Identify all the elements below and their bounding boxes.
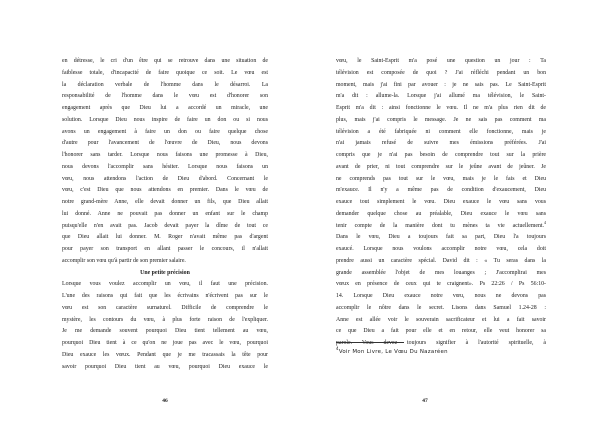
text-line: Dans le vœu, Dieu a toujours fait sa part, Dieu l'a toujours [336, 234, 546, 241]
text-line: engagement après que Dieu lui a accordé un miracle, une [62, 105, 268, 111]
text-line: m'exauce. Il n'y a même pas de condition d'exaucement, Dieu [336, 187, 546, 194]
text-line: nous devons l'accomplir sans hésiter. Lorsque nous faisons un [62, 163, 268, 170]
text-line: accomplir le nôtre dans le secret. Lisons dans Samuel 1.24-28 : [336, 304, 546, 311]
text-line: vœux en présence de ceux qui te craignent». Ps 22:26 / Ps 56:10- [336, 281, 546, 288]
text-line: exaucé. Lorsque nous voulons accomplir notre vœu, cela doit [336, 246, 546, 252]
text-line: n'ai jamais refusé de suivre mes émissions préférées. J'ai [336, 140, 546, 147]
text-line: compris que je n'ai pas besoin de comprendre tout sur la prière [336, 152, 546, 158]
text-line-with-footnote [336, 221, 546, 233]
text-line: faiblesse totale, d'incapacité de faire quoique ce soit. Le vœu est [62, 69, 268, 76]
text-line: tenir compte de la manière dont tu mènes ta vie actuellement. [336, 222, 544, 229]
left-page-body [62, 56, 268, 373]
page-number: 46 [162, 398, 168, 404]
right-page-body [336, 56, 546, 350]
text-line: L'une des raisons qui fait que les écrivains n'écrivent pas sur le [62, 293, 268, 299]
text-line: 14. Lorsque Dieu exauce notre vœu, nous ne devons pas [336, 293, 546, 299]
text-line: télévision a été fabriquée ni comment elle fonctionne, mais je [336, 128, 546, 135]
text-line: Dieu exauce les vœux. Pendant que je me tracassais la tête pour [62, 351, 268, 358]
text-line: l'honorer sans tarder. Lorsque nous faisons une promesse à Dieu, [62, 152, 268, 158]
text-line: Lorsque vous voulez accomplir un vœu, il faut une précision. [62, 281, 268, 288]
text-line: ce que Dieu a fait pour elle et en retour, elle veut honorer sa [336, 328, 546, 335]
text-line: grande assemblée l'objet de mes louanges ; J'accomplirai mes [336, 269, 546, 276]
right-page [300, 0, 600, 424]
text-line: m'a dit : allume-la. Lorsque j'ai allumé ma télévision, le Saint- [336, 93, 546, 100]
text-line: exauce tout simplement le vœu. Dieu exauce le vœu sans vous [336, 199, 546, 205]
text-line: Esprit m'a dit : ainsi fonctionne le vœu. Il ne m'a plus rien dit de [336, 105, 546, 111]
text-line: que Dieu allait lui donner. M. Roger n'avait même pas d'argent [62, 234, 268, 241]
text-line: parole. Vous devez toujours signifier à l'autorité spirituelle, à [336, 340, 546, 346]
footnote-number: 4 [336, 346, 339, 352]
text-line: notre grand-mère Anne, elle devait donner un fils, que Dieu allait [62, 199, 268, 205]
text-line: avant de prier, ni tout comprendre sur le jeûne avant de jeûner. Je [336, 163, 546, 170]
text-line: la déclaration verbale de l'homme dans le désarroi. La [62, 81, 268, 88]
text-line: d'autre pour l'avancement de l'œuvre de Dieu, nous devons [62, 140, 268, 147]
text-line: pourquoi Dieu tient à ce qu'on ne joue pas avec le vœu, pourquoi [62, 340, 268, 346]
text-line: pour payer son transport en allant passer le concours, il n'allait [62, 246, 268, 252]
text-line: moment, mais j'ai fini par avouer : je ne sais pas. Le Saint-Esprit [336, 81, 546, 88]
text-line: Anne est allée voir le souverain sacrificateur et lui a fait savoir [336, 316, 546, 323]
text-line: vœu est son caractère surnaturel. Difficile de comprendre le [62, 304, 268, 311]
text-line: accomplir son vœu qu'à partir de son premier salaire. [62, 257, 186, 264]
text-line: puisqu'elle n'en avait pas. Jacob devait payer la dîme de tout ce [62, 222, 268, 229]
text-line: en détresse, le cri d'un être qui se retrouve dans une situation de [62, 58, 268, 64]
footnote-marker: 4 [544, 220, 546, 225]
text-line: lui donné. Anne ne pouvait pas donner un enfant sur le champ [62, 210, 268, 217]
footnote-divider [336, 342, 404, 343]
text-line: vœu, c'est Dieu que nous attendons en premier. Dans le vœu de [62, 187, 268, 194]
text-line: mystère, les contours du vœu, à plus forte raison de l'expliquer. [62, 316, 268, 323]
text-line: télévision est composée de quoi ? J'ai réfléchi pendant un bon [336, 69, 546, 76]
text-line: vœu, le Saint-Esprit m'a posé une question un jour : Ta [336, 58, 546, 64]
text-line: vœu, nous attendons l'action de Dieu d'abord. Concernant le [62, 175, 268, 182]
text-line: prendre aussi un caractère spécial. David dit : « Tu seras dans la [336, 257, 546, 264]
section-heading: Une petite précision [140, 269, 190, 276]
text-line: plus, mais j'ai compris le message. Je ne sais pas comment ma [336, 116, 546, 123]
text-line: solution. Lorsque Dieu nous inspire de faire un don ou si nous [62, 116, 268, 123]
text-line: avons un engagement à faire un don ou faire quelque chose [62, 128, 268, 135]
footnote [336, 348, 546, 356]
text-line: Je me demande souvent pourquoi Dieu tient tellement au vœu, [62, 328, 268, 335]
text-line: demander quelque chose au préalable, Dieu exauce le vœu sans [336, 210, 546, 217]
text-line: ne comprends pas tout sur le vœu, mais je le fais et Dieu [336, 175, 546, 182]
footnote-text: Voir Mon Livre, Le Vœu Du Nazaréen [338, 349, 448, 355]
page-number: 47 [422, 398, 428, 404]
text-line: savoir pourquoi Dieu tient au vœu, pourquoi Dieu exauce le [62, 363, 268, 370]
text-line: responsabilité de l'homme dans le vœu est d'honorer son [62, 93, 268, 100]
